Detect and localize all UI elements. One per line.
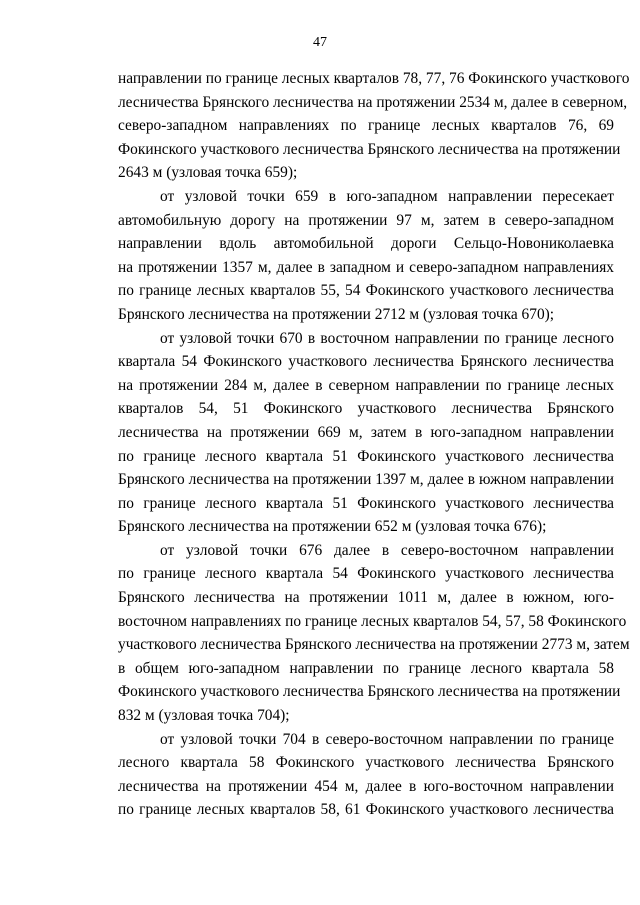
text-line: в общем юго-западном направлении по границе лесного квартала 58 <box>118 659 614 677</box>
text-line: квартала 54 Фокинского участкового лесничества Брянского лесничества <box>118 353 614 371</box>
text-line: автомобильную дорогу на протяжении 97 м, затем в северо-западном <box>118 211 614 229</box>
paragraph-1 <box>118 67 630 185</box>
paragraph-2 <box>118 185 614 327</box>
text-line: кварталов 54, 51 Фокинского участкового лесничества Брянского <box>118 400 614 418</box>
text-line: по границе лесного квартала 54 Фокинского участкового лесничества <box>118 565 614 583</box>
document-body <box>118 67 630 822</box>
text-line: северо-западном направлениях по границе лесных кварталов 76, 69 <box>118 117 614 135</box>
text-line: по границе лесных кварталов 58, 61 Фокинского участкового лесничества <box>118 801 614 819</box>
paragraph-5 <box>118 728 614 822</box>
text-line: Брянского лесничества на протяжении 652 м (узловая точка 676); <box>118 518 547 536</box>
page-number: 47 <box>313 35 327 50</box>
text-line: от узловой точки 704 в северо-восточном направлении по границе <box>160 730 614 748</box>
text-line: лесничества на протяжении 669 м, затем в юго-западном направлении <box>118 423 614 441</box>
text-line: Брянского лесничества на протяжении 2712 м (узловая точка 670); <box>118 305 555 323</box>
text-line: восточном направлениях по границе лесных кварталов 54, 57, 58 Фокинского <box>118 612 627 630</box>
text-line: по границе лесного квартала 51 Фокинского участкового лесничества <box>118 494 614 512</box>
text-line: Фокинского участкового лесничества Брянского лесничества на протяжении <box>118 140 621 158</box>
text-line: по границе лесного квартала 51 Фокинского участкового лесничества <box>118 447 614 465</box>
text-line: от узловой точки 659 в юго-западном направлении пересекает <box>160 187 614 205</box>
text-line: лесничества на протяжении 454 м, далее в юго-восточном направлении <box>118 777 614 795</box>
text-line: лесничества Брянского лесничества на протяжении 2534 м, далее в северном, <box>118 93 628 111</box>
text-line: лесного квартала 58 Фокинского участкового лесничества Брянского <box>118 754 614 772</box>
text-line: на протяжении 284 м, далее в северном направлении по границе лесных <box>118 376 614 394</box>
text-line: 2643 м (узловая точка 659); <box>118 164 298 182</box>
text-line: 832 м (узловая точка 704); <box>118 707 290 725</box>
paragraph-4 <box>118 539 630 728</box>
text-line: от узловой точки 670 в восточном направлении по границе лесного <box>160 329 614 347</box>
text-line: Фокинского участкового лесничества Брянского лесничества на протяжении <box>118 683 621 701</box>
text-line: направлении по границе лесных кварталов 78, 77, 76 Фокинского участкового <box>118 70 630 87</box>
text-line: по границе лесных кварталов 55, 54 Фокинского участкового лесничества <box>118 282 614 300</box>
text-line: от узловой точки 676 далее в северо-восточном направлении <box>160 541 614 559</box>
text-line: участкового лесничества Брянского лесничества на протяжении 2773 м, затем <box>118 636 630 654</box>
text-line: на протяжении 1357 м, далее в западном и северо-западном направлениях <box>118 258 614 276</box>
text-line: направлении вдоль автомобильной дороги Сельцо-Новониколаевка <box>118 235 614 253</box>
paragraph-3 <box>118 327 614 539</box>
text-line: Брянского лесничества на протяжении 1397 м, далее в южном направлении <box>118 471 614 489</box>
text-line: Брянского лесничества на протяжении 1011 м, далее в южном, юго- <box>118 589 614 607</box>
